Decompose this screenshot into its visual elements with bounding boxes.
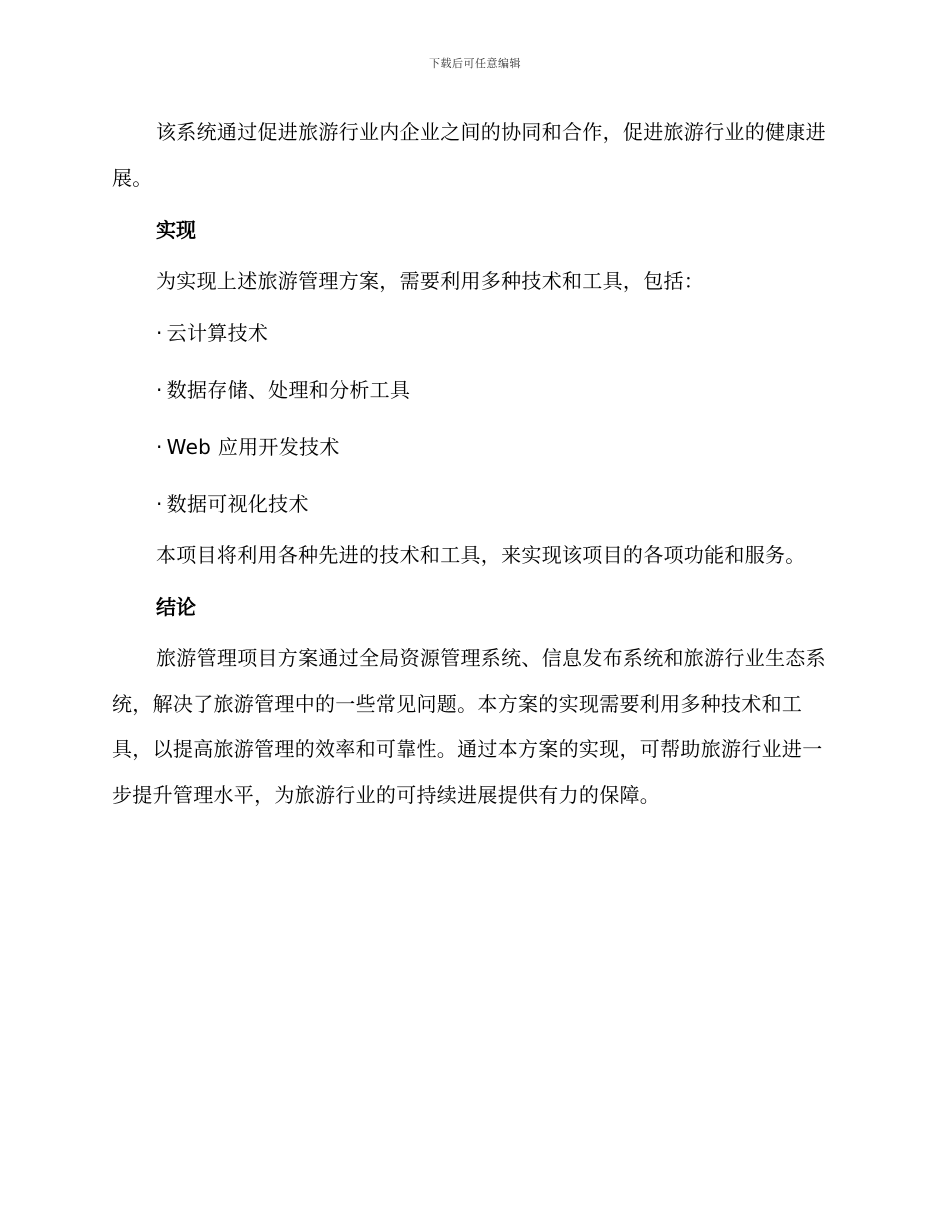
section-heading-implementation: 实现 <box>156 218 196 242</box>
list-item <box>112 419 832 476</box>
bullet-icon: · <box>156 377 163 402</box>
implementation-lead-paragraph: 为实现上述旅游管理方案，需要利用多种技术和工具，包括： <box>156 269 705 293</box>
list-item-text: 云计算技术 <box>166 320 269 345</box>
implementation-closing-paragraph: 本项目将利用各种先进的技术和工具，来实现该项目的各项功能和服务。 <box>156 542 806 567</box>
section-heading-conclusion: 结论 <box>156 595 196 619</box>
page-header: 下载后可任意编辑 <box>429 57 521 70</box>
document-body <box>112 110 832 818</box>
list-item-text: Web 应用开发技术 <box>166 434 340 459</box>
list-item <box>112 476 832 533</box>
intro-paragraph: 该系统通过促进旅游行业内企业之间的协同和合作，促进旅游行业的健康进展。 <box>112 120 826 190</box>
list-item <box>112 305 832 362</box>
list-item-text: 数据存储、处理和分析工具 <box>166 377 411 402</box>
bullet-icon: · <box>156 434 163 459</box>
list-item <box>112 362 832 419</box>
technology-list <box>112 305 832 533</box>
bullet-icon: · <box>156 491 163 516</box>
conclusion-paragraph: 旅游管理项目方案通过全局资源管理系统、信息发布系统和旅游行业生态系统，解决了旅游管理中的一些常见问题。本方案的实现需要利用多种技术和工具，以提高旅游管理的效率和可靠性。通过本方案的实现，可帮助旅游行业进一步提升管理水平，为旅游行业的可持续进展提供有力的保障。 <box>112 646 826 807</box>
bullet-icon: · <box>156 320 163 345</box>
list-item-text: 数据可视化技术 <box>166 491 309 516</box>
